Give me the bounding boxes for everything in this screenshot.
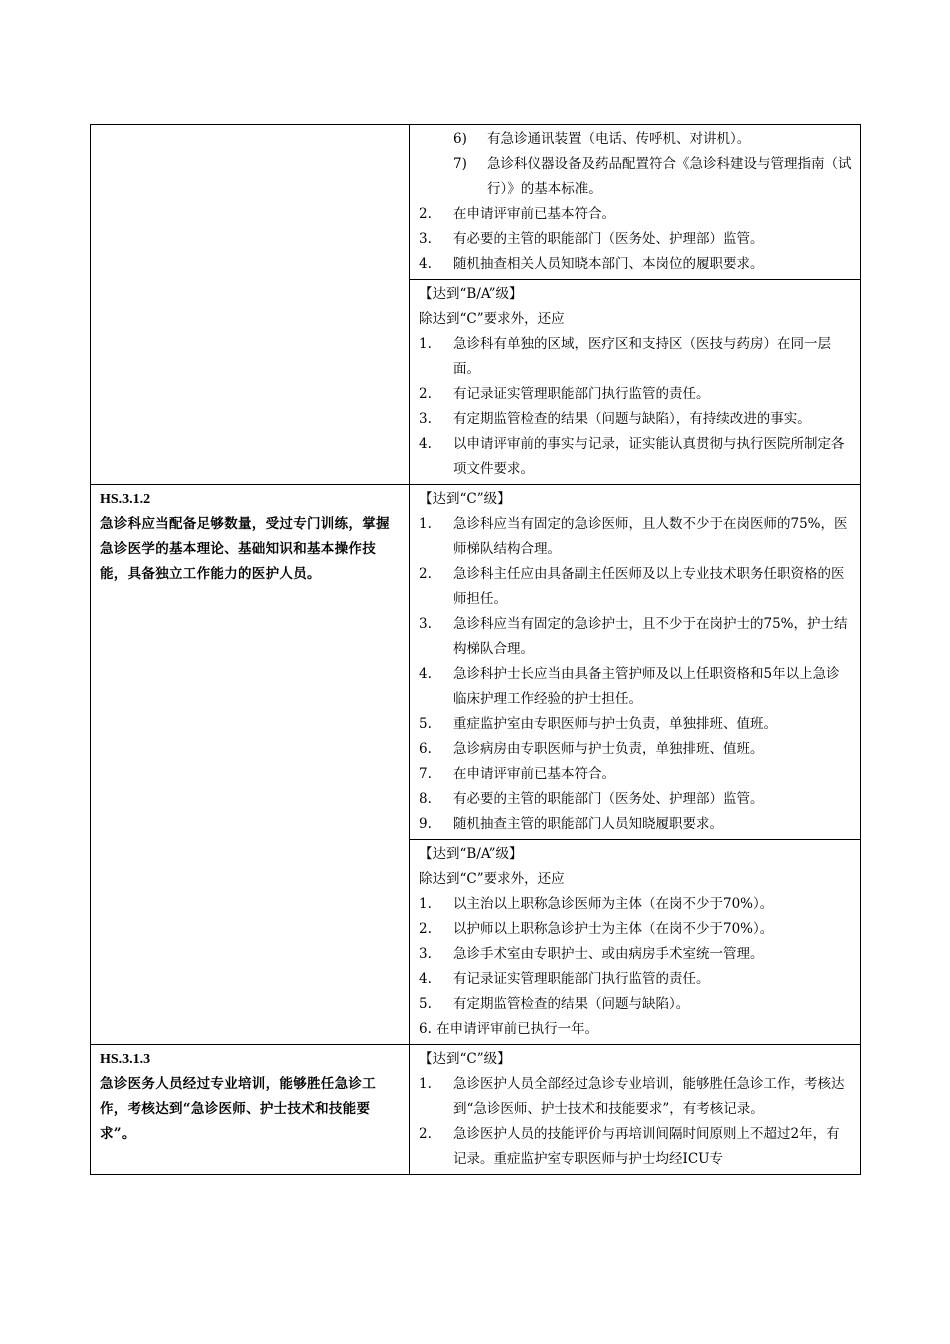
table-row [91, 1045, 861, 1175]
list-item: 8. 有必要的主管的职能部门（医务处、护理部）监管。 [419, 791, 764, 807]
table-row [91, 125, 861, 280]
list-item: 6. 急诊病房由专职医师与护士负责，单独排班、值班。 [419, 741, 764, 757]
ba-level-cell [410, 840, 861, 1045]
list-item: 3. 急诊手术室由专职护士、或由病房手术室统一管理。 [419, 946, 764, 962]
list-item: 5. 重症监护室由专职医师与护士负责，单独排班、值班。 [419, 716, 777, 732]
list-item: 2. 在申请评审前已基本符合。 [419, 206, 615, 222]
c-level-cell [410, 1045, 861, 1175]
standard-cell [91, 1045, 410, 1175]
list-item: 1. 急诊科有单独的区域，医疗区和支持区（医技与药房）在同一层面。 [419, 336, 831, 377]
list-item: 4. 有记录证实管理职能部门执行监管的责任。 [419, 971, 710, 987]
list-item: 1. 以主治以上职称急诊医师为主体（在岗不少于70%）。 [419, 896, 774, 912]
list-item: 7. 在申请评审前已基本符合。 [419, 766, 615, 782]
standard-code: HS.3.1.3 [100, 1052, 151, 1067]
list-item: 1. 急诊医护人员全部经过急诊专业培训，能够胜任急诊工作，考核达到“急诊医师、护士技术和技能要求”，有考核记录。 [419, 1076, 845, 1117]
list-item: 7) 急诊科仪器设备及药品配置符合《急诊科建设与管理指南（试行）》的基本标准。 [453, 156, 852, 197]
level-intro: 除达到“C”要求外，还应 [419, 871, 565, 887]
list-item: 3. 有必要的主管的职能部门（医务处、护理部）监管。 [419, 231, 764, 247]
list-item: 5. 有定期监管检查的结果（问题与缺陷）。 [419, 996, 690, 1012]
list-item: 3. 急诊科应当有固定的急诊护士，且不少于在岗护士的75%，护士结构梯队合理。 [419, 616, 848, 657]
standard-cell [91, 485, 410, 1045]
c-level-cell [410, 125, 861, 280]
list-item: 2. 急诊医护人员的技能评价与再培训间隔时间原则上不超过2年，有记录。重症监护室专职医师与护士均经ICU专 [419, 1126, 840, 1167]
standard-description: 急诊科应当配备足够数量，受过专门训练，掌握急诊医学的基本理论、基础知识和基本操作技能，具备独立工作能力的医护人员。 [100, 516, 390, 582]
level-heading: 【达到“C”级】 [419, 491, 511, 507]
standard-cell [91, 125, 410, 485]
list-item: 4. 以申请评审前的事实与记录，证实能认真贯彻与执行医院所制定各项文件要求。 [419, 436, 845, 477]
ba-level-cell [410, 280, 861, 485]
level-heading: 【达到“C”级】 [419, 1051, 511, 1067]
level-heading: 【达到“B/A”级】 [419, 846, 523, 862]
list-item: 3. 有定期监管检查的结果（问题与缺陷），有持续改进的事实。 [419, 411, 811, 427]
list-item: 2. 以护师以上职称急诊护士为主体（在岗不少于70%）。 [419, 921, 774, 937]
standard-code: HS.3.1.2 [100, 492, 151, 507]
list-item: 2. 有记录证实管理职能部门执行监管的责任。 [419, 386, 710, 402]
list-item: 9. 随机抽查主管的职能部门人员知晓履职要求。 [419, 816, 723, 832]
list-item: 4. 随机抽查相关人员知晓本部门、本岗位的履职要求。 [419, 256, 764, 272]
list-item: 6) 有急诊通讯装置（电话、传呼机、对讲机）。 [453, 131, 751, 147]
level-intro: 除达到“C”要求外，还应 [419, 311, 565, 327]
list-item: 1. 急诊科应当有固定的急诊医师，且人数不少于在岗医师的75%，医师梯队结构合理。 [419, 516, 848, 557]
c-level-cell [410, 485, 861, 840]
level-heading: 【达到“B/A”级】 [419, 286, 523, 302]
standard-description: 急诊医务人员经过专业培训，能够胜任急诊工作，考核达到“急诊医师、护士技术和技能要求”。 [100, 1076, 376, 1142]
list-item: 4. 急诊科护士长应当由具备主管护师及以上任职资格和5年以上急诊临床护理工作经验的护士担任。 [419, 666, 840, 707]
list-item: 2. 急诊科主任应由具备副主任医师及以上专业技术职务任职资格的医师担任。 [419, 566, 845, 607]
standards-table [90, 124, 861, 1175]
list-item: 6. 在申请评审前已执行一年。 [419, 1021, 599, 1037]
table-row [91, 485, 861, 840]
